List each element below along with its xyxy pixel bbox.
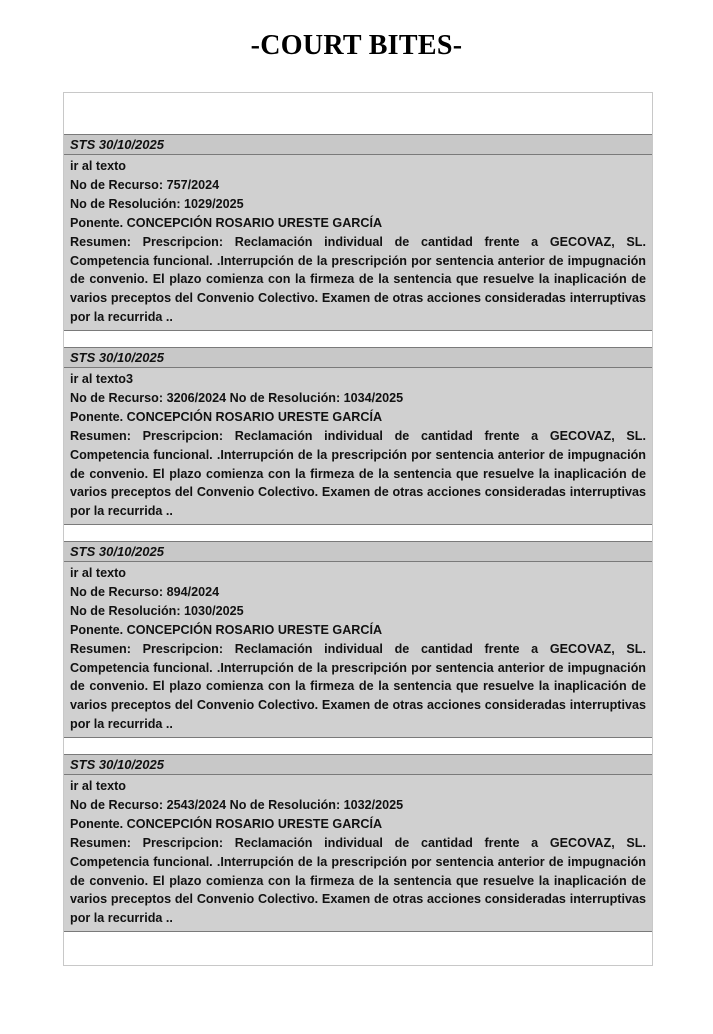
- entry-resumen: Resumen: Prescripcion: Reclamación individual de cantidad frente a GECOVAZ, SL. Competencia funcional. .Interrupción de la prescripción por sentencia anterior de impugnación de convenio. El plazo comienza con la firmeza de la sentencia que resuelve la inaplicación de varios preceptos del Convenio Colectivo. Examen de otras acciones consideradas interruptivas por la recurrida ..: [70, 641, 646, 732]
- entry-recurso-resolucion: No de Recurso: 2543/2024 No de Resolución: 1032/2025: [70, 797, 404, 812]
- entry-resumen: Resumen: Prescripcion: Reclamación individual de cantidad frente a GECOVAZ, SL. Competencia funcional. .Interrupción de la prescripción por sentencia anterior de impugnación de convenio. El plazo comienza con la firmeza de la sentencia que resuelve la inaplicación de varios preceptos del Convenio Colectivo. Examen de otras acciones consideradas interruptivas por la recurrida ..: [70, 428, 646, 519]
- entry-recurso: No de Recurso: 757/2024: [70, 177, 220, 192]
- entry-ponente: Ponente. CONCEPCIÓN ROSARIO URESTE GARCÍA: [70, 816, 383, 831]
- entry-resumen: Resumen: Prescripcion: Reclamación individual de cantidad frente a GECOVAZ, SL. Competencia funcional. .Interrupción de la prescripción por sentencia anterior de impugnación de convenio. El plazo comienza con la firmeza de la sentencia que resuelve la inaplicación de varios preceptos del Convenio Colectivo. Examen de otras acciones consideradas interruptivas por la recurrida ..: [70, 835, 646, 926]
- entry-body: [64, 368, 652, 525]
- entry-body: [64, 562, 652, 738]
- entry-ponente: Ponente. CONCEPCIÓN ROSARIO URESTE GARCÍA: [70, 215, 383, 230]
- court-entry: [64, 541, 652, 738]
- entry-body: [64, 775, 652, 932]
- court-entry: [64, 754, 652, 932]
- entry-date: STS 30/10/2025: [64, 134, 652, 155]
- entry-link[interactable]: ir al texto3: [70, 372, 133, 386]
- entry-date: STS 30/10/2025: [64, 541, 652, 562]
- entry-date: STS 30/10/2025: [64, 347, 652, 368]
- entry-ponente: Ponente. CONCEPCIÓN ROSARIO URESTE GARCÍA: [70, 409, 383, 424]
- entry-resumen: Resumen: Prescripcion: Reclamación individual de cantidad frente a GECOVAZ, SL. Competencia funcional. .Interrupción de la prescripción por sentencia anterior de impugnación de convenio. El plazo comienza con la firmeza de la sentencia que resuelve la inaplicación de varios preceptos del Convenio Colectivo. Examen de otras acciones consideradas interruptivas por la recurrida ..: [70, 234, 646, 325]
- entry-resolucion: No de Resolución: 1030/2025: [70, 603, 244, 618]
- court-entry: [64, 347, 652, 525]
- court-entry: [64, 134, 652, 331]
- entry-link[interactable]: ir al texto: [70, 779, 126, 793]
- entry-date: STS 30/10/2025: [64, 754, 652, 775]
- entry-resolucion: No de Resolución: 1029/2025: [70, 196, 244, 211]
- bulletin-frame: [63, 92, 653, 966]
- entry-recurso-resolucion: No de Recurso: 3206/2024 No de Resolución: 1034/2025: [70, 390, 404, 405]
- entry-ponente: Ponente. CONCEPCIÓN ROSARIO URESTE GARCÍA: [70, 622, 383, 637]
- entry-body: [64, 155, 652, 331]
- entry-recurso: No de Recurso: 894/2024: [70, 584, 220, 599]
- page-title: -COURT BITES-: [250, 30, 463, 61]
- entry-link[interactable]: ir al texto: [70, 566, 126, 580]
- entry-link[interactable]: ir al texto: [70, 159, 126, 173]
